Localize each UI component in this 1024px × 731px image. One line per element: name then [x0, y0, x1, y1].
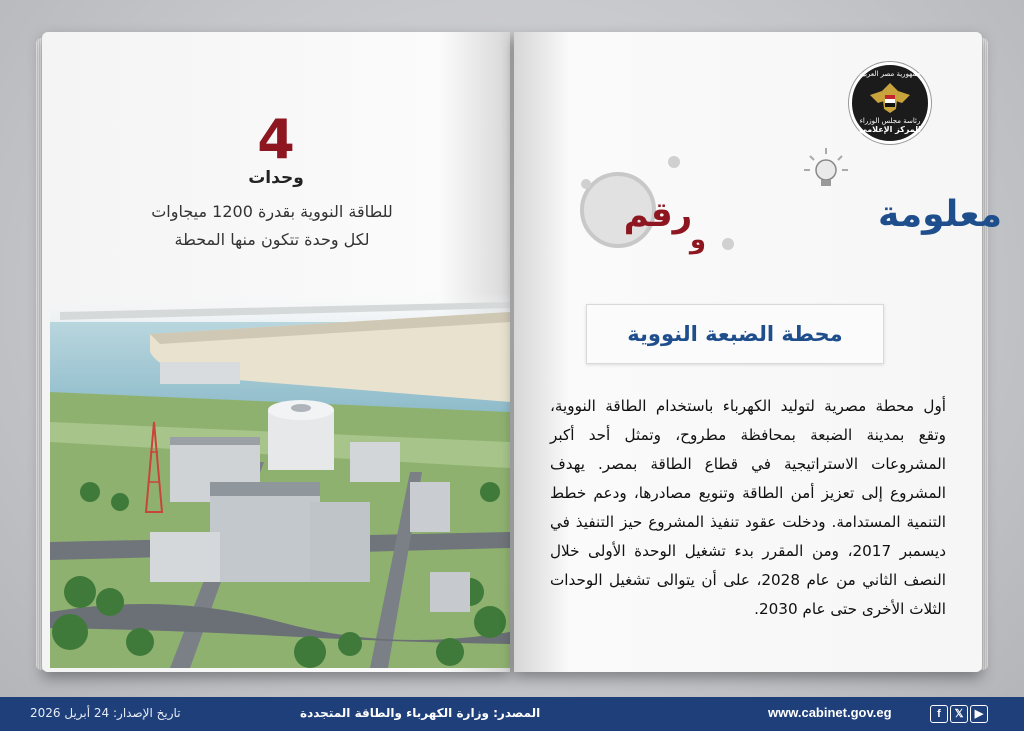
body-paragraph: أول محطة مصرية لتوليد الكهرباء باستخدام الطاقة النووية، وتقع بمدينة الضبعة بمحافظة مطروح، وتمثل أحد أكبر المشروعات الاستراتيجية في قطاع الطاقة بمصر. يهدف المشروع إلى تعزيز أمن الطاقة وتنويع مصادرها، ودعم خطط التنمية المستدامة. ودخلت عقود تنفيذ المشروع حيز التنفيذ في ديسمبر 2017، ومن المقرر بدء تشغيل الوحدة الأولى خلال النصف الثاني من عام 2028، على أن يتوالى تشغيل الوحدات الثلاث الأخرى حتى عام 2030.: [550, 397, 946, 618]
power-plant-photo: [50, 292, 510, 668]
lightbulb-icon: [804, 148, 848, 186]
footer-bar: [0, 697, 1024, 731]
open-book: [36, 32, 1002, 672]
right-page: [514, 32, 1002, 672]
brand-word-raqam: رقم: [623, 195, 693, 235]
description-line-2: لكل وحدة تتكون منها المحطة: [174, 230, 370, 249]
logo-top-text: جمهورية مصر العربية: [859, 70, 921, 78]
website-link[interactable]: www.cabinet.gov.eg: [768, 705, 892, 720]
brand-connector: و: [689, 225, 707, 255]
left-page: [42, 32, 510, 672]
cabinet-media-center-logo: [849, 62, 931, 144]
maaloma-wa-raqam-brand: [578, 140, 1002, 280]
page-title: محطة الضبعة النووية: [627, 322, 843, 346]
issue-date: تاريخ الإصدار: 24 أبريل 2026: [30, 706, 181, 720]
facebook-icon[interactable]: f: [930, 705, 948, 723]
logo-bottom-line-1: رئاسة مجلس الوزراء: [859, 117, 921, 125]
brand-word-maaloma: معلومة: [878, 194, 1002, 235]
source-text: المصدر: وزارة الكهرباء والطاقة المتجددة: [300, 706, 541, 720]
x-icon[interactable]: 𝕏: [950, 705, 968, 723]
youtube-icon[interactable]: ▶: [970, 705, 988, 723]
logo-bottom-line-2: المركز الإعلامي: [859, 125, 921, 134]
logo-bottom-text: [852, 117, 928, 134]
units-label: وحدات: [248, 168, 304, 188]
title-box: [586, 304, 884, 364]
units-number: 4: [257, 108, 295, 171]
description-line-1: للطاقة النووية بقدرة 1200 ميجاوات: [151, 202, 393, 221]
units-description: [72, 198, 472, 254]
